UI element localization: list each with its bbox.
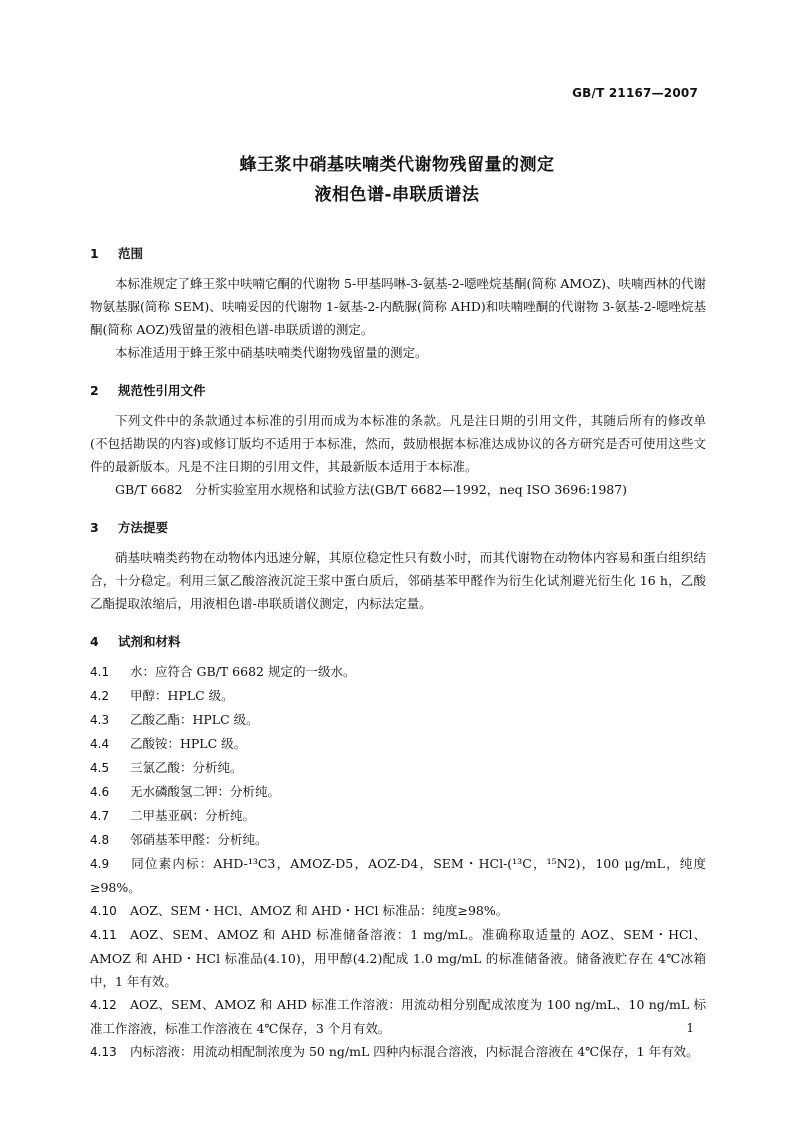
item-text: 内标溶液：用流动相配制浓度为 50 ng/mL 四种内标混合溶液，内标混合溶液在 4℃保存，1 年有效。 — [130, 1044, 699, 1059]
section-title: 试剂和材料 — [118, 634, 181, 649]
item-number: 4.13 — [90, 1045, 117, 1059]
item-number: 4.12 — [90, 998, 117, 1012]
page-number: 1 — [686, 1021, 694, 1035]
section-title: 范围 — [118, 246, 144, 261]
document-title-line2: 液相色谱-串联质谱法 — [314, 185, 480, 205]
item-text: 二甲基亚砜：分析纯。 — [130, 808, 256, 823]
item-text: AOZ、SEM、AMOZ 和 AHD 标准工作溶液：用流动相分别配成浓度为 100 ng/mL、10 ng/mL 标准工作溶液，标准工作溶液在 4℃保存，3 个月有效。 — [90, 997, 706, 1036]
list-item — [90, 756, 706, 780]
item-number: 4.1 — [90, 665, 110, 679]
list-item — [90, 852, 706, 899]
paragraph: 硝基呋喃类药物在动物体内迅速分解，其原位稳定性只有数小时，而其代谢物在动物体内容易和蛋白组织结合，十分稳定。利用三氯乙酸溶液沉淀王浆中蛋白质后，邻硝基苯甲醛作为衍生化试剂避光衍生化 16 h，乙酸乙酯提取浓缩后，用液相色谱-串联质谱仪测定，内标法定量。 — [90, 550, 706, 611]
reagent-list — [90, 660, 706, 1064]
list-item — [90, 923, 706, 993]
list-item — [90, 899, 706, 923]
document-title-line1: 蜂王浆中硝基呋喃类代谢物残留量的测定 — [239, 155, 555, 175]
item-text: 三氯乙酸：分析纯。 — [130, 760, 243, 775]
item-text: 同位素内标：AHD-¹³C3，AMOZ-D5，AOZ-D4，SEM・HCl-(¹³C，¹⁵N2)，100 μg/mL，纯度≥98%。 — [90, 856, 706, 895]
paragraph: 本标准适用于蜂王浆中硝基呋喃类代谢物残留量的测定。 — [115, 345, 428, 360]
item-text: AOZ、SEM・HCl、AMOZ 和 AHD・HCl 标准品：纯度≥98%。 — [130, 903, 509, 918]
reference-entry: GB/T 6682 分析实验室用水规格和试验方法(GB/T 6682—1992，neq ISO 3696:1987) — [115, 482, 628, 497]
list-item — [90, 993, 706, 1040]
item-text: 乙酸乙酯：HPLC 级。 — [130, 712, 259, 727]
list-item — [90, 780, 706, 804]
standard-code: GB/T 21167—2007 — [572, 86, 698, 100]
item-number: 4.9 — [90, 857, 110, 871]
item-number: 4.2 — [90, 689, 110, 703]
section-number: 3 — [90, 520, 99, 535]
item-text: 甲醇：HPLC 级。 — [130, 688, 234, 703]
list-item — [90, 804, 706, 828]
section-number: 4 — [90, 634, 99, 649]
list-item — [90, 1040, 706, 1064]
section-heading-scope — [90, 244, 706, 264]
list-item — [90, 828, 706, 852]
item-text: 无水磷酸氢二钾：分析纯。 — [130, 784, 281, 799]
item-number: 4.5 — [90, 761, 110, 775]
paragraph: 下列文件中的条款通过本标准的引用而成为本标准的条款。凡是注日期的引用文件，其随后所有的修改单(不包括勘误的内容)或修订版均不适用于本标准，然而，鼓励根据本标准达成协议的各方研究是否可使用这些文件的最新版本。凡是不注日期的引用文件，其最新版本适用于本标准。 — [90, 413, 706, 474]
item-number: 4.6 — [90, 785, 110, 799]
section-number: 1 — [90, 246, 99, 261]
item-number: 4.3 — [90, 713, 110, 727]
paragraph: 本标准规定了蜂王浆中呋喃它酮的代谢物 5-甲基吗啉-3-氨基-2-噁唑烷基酮(简称 AMOZ)、呋喃西林的代谢物氨基脲(简称 SEM)、呋喃妥因的代谢物 1-氨基-2-内酰脲(简称 AHD)和呋喃唑酮的代谢物 3-氨基-2-噁唑烷基酮(简称 AOZ)残留量的液相色谱-串联质谱的测定。 — [90, 276, 706, 337]
section-heading-reagents — [90, 632, 706, 652]
section-heading-normative-references — [90, 381, 706, 401]
section-heading-method-summary — [90, 518, 706, 538]
item-number: 4.7 — [90, 809, 110, 823]
section-title: 方法提要 — [118, 520, 169, 535]
item-text: 邻硝基苯甲醛：分析纯。 — [130, 832, 268, 847]
item-number: 4.4 — [90, 737, 110, 751]
item-text: 乙酸铵：HPLC 级。 — [130, 736, 247, 751]
list-item — [90, 708, 706, 732]
section-title: 规范性引用文件 — [118, 383, 206, 398]
item-number: 4.11 — [90, 928, 117, 942]
item-text: 水：应符合 GB/T 6682 规定的一级水。 — [130, 664, 356, 679]
list-item — [90, 732, 706, 756]
document-body — [90, 244, 706, 1064]
list-item — [90, 660, 706, 684]
item-number: 4.10 — [90, 904, 117, 918]
item-text: AOZ、SEM、AMOZ 和 AHD 标准储备溶液：1 mg/mL。准确称取适量的 AOZ、SEM・HCl、AMOZ 和 AHD・HCl 标准品(4.10)，用甲醇(4.2)配成 1.0 mg/mL 的标准储备液。储备液贮存在 4℃冰箱中，1 年有效。 — [90, 927, 706, 989]
list-item — [90, 684, 706, 708]
section-number: 2 — [90, 383, 99, 398]
item-number: 4.8 — [90, 833, 110, 847]
